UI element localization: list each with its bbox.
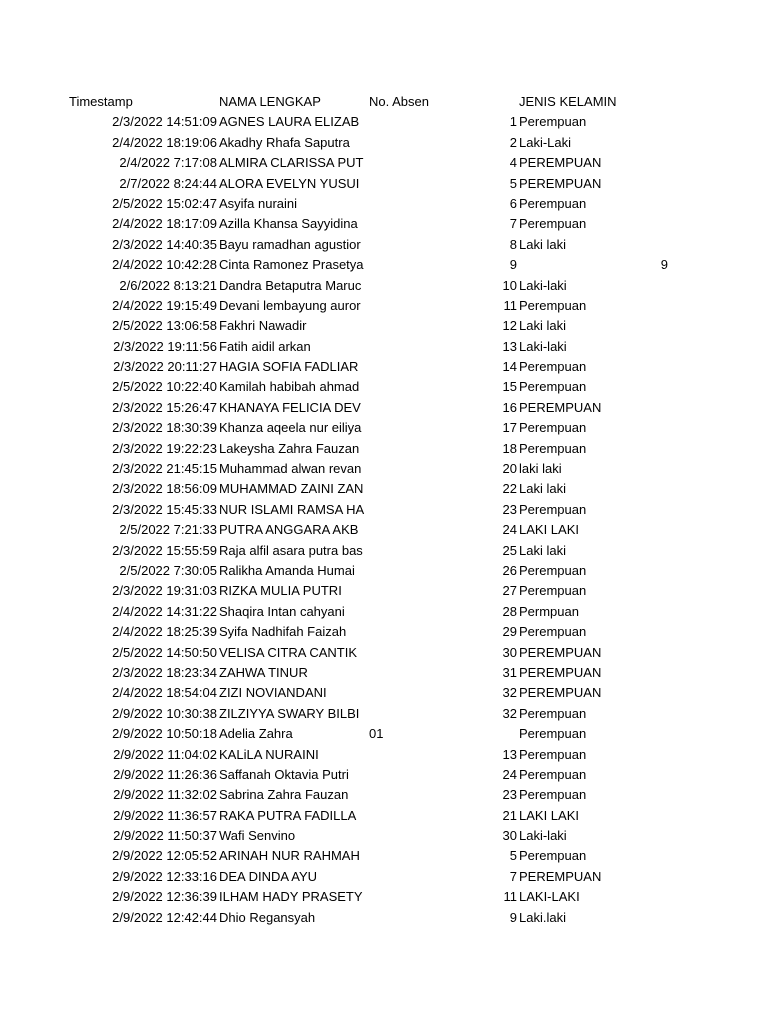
cell-jenis-kelamin: Laki laki (519, 542, 566, 558)
cell-no-absen: 7 (509, 868, 517, 884)
cell-no-absen: 24 (502, 766, 517, 782)
cell-timestamp: 2/9/2022 11:04:02 (113, 746, 217, 762)
header-no-absen: No. Absen (369, 94, 429, 109)
cell-nama-lengkap: ZIZI NOVIANDANI (219, 685, 327, 701)
cell-nama-lengkap: Azilla Khansa Sayyidina (219, 216, 358, 232)
table-row (0, 867, 768, 887)
cell-nama-lengkap: DEA DINDA AYU (219, 868, 318, 884)
cell-jenis-kelamin: PEREMPUAN (519, 685, 602, 701)
cell-no-absen: 9 (509, 257, 517, 273)
cell-jenis-kelamin: Laki laki (519, 318, 566, 334)
cell-timestamp: 2/6/2022 8:13:21 (119, 277, 217, 293)
cell-jenis-kelamin: PEREMPUAN (519, 399, 602, 415)
cell-jenis-kelamin: laki laki (519, 461, 562, 477)
table-row (0, 296, 768, 316)
cell-timestamp: 2/3/2022 15:55:59 (112, 542, 217, 558)
table-row (0, 214, 768, 234)
table-row (0, 276, 768, 296)
cell-no-absen: 14 (502, 359, 517, 375)
cell-no-absen: 23 (502, 501, 517, 517)
cell-timestamp: 2/9/2022 10:50:18 (112, 726, 217, 742)
cell-no-absen: 28 (502, 603, 517, 619)
table-row (0, 846, 768, 866)
cell-jenis-kelamin: Perempuan (519, 420, 587, 436)
cell-nama-lengkap: Devani lembayung auror (219, 297, 361, 313)
header-nama-lengkap: NAMA LENGKAP (219, 94, 321, 109)
cell-no-absen: 32 (502, 685, 517, 701)
cell-jenis-kelamin: Perempuan (519, 195, 587, 211)
cell-timestamp: 2/4/2022 7:17:08 (119, 155, 217, 171)
cell-no-absen: 22 (502, 481, 517, 497)
cell-nama-lengkap: Lakeysha Zahra Fauzan (219, 440, 360, 456)
cell-no-absen: 01 (369, 726, 384, 742)
header-jenis-kelamin: JENIS KELAMIN (519, 94, 617, 109)
cell-timestamp: 2/3/2022 14:51:09 (112, 114, 217, 130)
table-row (0, 357, 768, 377)
table-row (0, 133, 768, 153)
cell-timestamp: 2/3/2022 18:56:09 (112, 481, 217, 497)
table-row (0, 479, 768, 499)
table-row (0, 643, 768, 663)
cell-nama-lengkap: ALORA EVELYN YUSUI (219, 175, 360, 191)
header-row (0, 92, 768, 112)
cell-timestamp: 2/3/2022 19:22:23 (112, 440, 217, 456)
cell-jenis-kelamin: Permpuan (519, 603, 579, 619)
cell-nama-lengkap: Adelia Zahra (219, 726, 293, 742)
cell-jenis-kelamin: Laki laki (519, 481, 566, 497)
cell-timestamp: 2/3/2022 18:23:34 (112, 664, 217, 680)
cell-no-absen: 30 (502, 644, 517, 660)
cell-nama-lengkap: ZAHWA TINUR (219, 664, 308, 680)
cell-nama-lengkap: Ralikha Amanda Humai (219, 562, 355, 578)
table-row (0, 520, 768, 540)
cell-no-absen: 4 (509, 155, 517, 171)
cell-jenis-kelamin: Perempuan (519, 624, 587, 640)
cell-jenis-kelamin: Perempuan (519, 746, 587, 762)
cell-no-absen: 9 (509, 909, 517, 925)
table-row (0, 765, 768, 785)
cell-jenis-kelamin: Laki laki (519, 236, 566, 252)
cell-timestamp: 2/4/2022 19:15:49 (112, 297, 217, 313)
cell-nama-lengkap: AGNES LAURA ELIZAB (219, 114, 360, 130)
cell-no-absen: 17 (502, 420, 517, 436)
cell-nama-lengkap: Shaqira Intan cahyani (219, 603, 345, 619)
table-row (0, 724, 768, 744)
cell-nama-lengkap: Fatih aidil arkan (219, 338, 311, 354)
cell-nama-lengkap: Raja alfil asara putra bas (219, 542, 363, 558)
cell-nama-lengkap: Khanza aqeela nur eiliya (219, 420, 362, 436)
cell-timestamp: 2/5/2022 7:30:05 (119, 562, 217, 578)
cell-nama-lengkap: Dhio Regansyah (219, 909, 316, 925)
cell-nama-lengkap: ILHAM HADY PRASETY (219, 889, 363, 905)
table-row (0, 153, 768, 173)
cell-jenis-kelamin: Laki-laki (519, 338, 567, 354)
cell-nama-lengkap: MUHAMMAD ZAINI ZAN (219, 481, 364, 497)
cell-timestamp: 2/9/2022 12:33:16 (112, 868, 217, 884)
cell-no-absen: 24 (502, 522, 517, 538)
cell-no-absen: 26 (502, 562, 517, 578)
cell-timestamp: 2/9/2022 10:30:38 (112, 705, 217, 721)
cell-timestamp: 2/4/2022 18:17:09 (112, 216, 217, 232)
cell-jenis-kelamin: PEREMPUAN (519, 664, 602, 680)
cell-no-absen: 11 (503, 297, 517, 313)
cell-jenis-kelamin: PEREMPUAN (519, 868, 602, 884)
cell-jenis-kelamin: Laki-Laki (519, 134, 572, 150)
cell-no-absen: 6 (509, 195, 517, 211)
cell-timestamp: 2/9/2022 11:26:36 (113, 766, 217, 782)
cell-jenis-kelamin: Perempuan (519, 114, 587, 130)
cell-timestamp: 2/3/2022 15:45:33 (112, 501, 217, 517)
table-row (0, 704, 768, 724)
cell-timestamp: 2/5/2022 14:50:50 (112, 644, 217, 660)
cell-jenis-kelamin: Perempuan (519, 848, 587, 864)
cell-nama-lengkap: HAGIA SOFIA FADLIAR (219, 359, 359, 375)
cell-extra: 9 (660, 257, 668, 273)
cell-no-absen: 12 (502, 318, 517, 334)
cell-timestamp: 2/9/2022 11:50:37 (113, 828, 217, 844)
table-row (0, 255, 768, 275)
cell-timestamp: 2/9/2022 11:32:02 (113, 787, 217, 803)
cell-nama-lengkap: ARINAH NUR RAHMAH (219, 848, 360, 864)
cell-jenis-kelamin: Perempuan (519, 787, 587, 803)
cell-timestamp: 2/7/2022 8:24:44 (119, 175, 217, 191)
table-row (0, 500, 768, 520)
table-row (0, 622, 768, 642)
cell-jenis-kelamin: PEREMPUAN (519, 175, 602, 191)
cell-no-absen: 21 (502, 807, 517, 823)
cell-nama-lengkap: Sabrina Zahra Fauzan (219, 787, 349, 803)
table-row (0, 194, 768, 214)
cell-nama-lengkap: PUTRA ANGGARA AKB (219, 522, 359, 538)
header-timestamp: Timestamp (69, 94, 133, 109)
cell-jenis-kelamin: Perempuan (519, 562, 587, 578)
spreadsheet (0, 92, 768, 928)
cell-no-absen: 20 (502, 461, 517, 477)
cell-no-absen: 13 (502, 746, 517, 762)
cell-timestamp: 2/4/2022 10:42:28 (112, 257, 217, 273)
cell-no-absen: 13 (502, 338, 517, 354)
cell-nama-lengkap: KALiLA NURAINI (219, 746, 319, 762)
cell-no-absen: 23 (502, 787, 517, 803)
cell-jenis-kelamin: Laki-laki (519, 277, 567, 293)
table-row (0, 745, 768, 765)
cell-timestamp: 2/3/2022 15:26:47 (112, 399, 217, 415)
cell-jenis-kelamin: PEREMPUAN (519, 155, 602, 171)
cell-timestamp: 2/9/2022 12:42:44 (112, 909, 217, 925)
cell-nama-lengkap: Fakhri Nawadir (219, 318, 307, 334)
cell-nama-lengkap: ZILZIYYA SWARY BILBI (219, 705, 360, 721)
cell-timestamp: 2/3/2022 14:40:35 (112, 236, 217, 252)
table-row (0, 541, 768, 561)
cell-nama-lengkap: RIZKA MULIA PUTRI (219, 583, 342, 599)
table-row (0, 908, 768, 928)
cell-jenis-kelamin: LAKI-LAKI (519, 889, 580, 905)
cell-no-absen: 29 (502, 624, 517, 640)
table-row (0, 683, 768, 703)
cell-no-absen: 10 (502, 277, 517, 293)
table-row (0, 439, 768, 459)
table-row (0, 235, 768, 255)
cell-nama-lengkap: Syifa Nadhifah Faizah (219, 624, 347, 640)
table-row (0, 316, 768, 336)
cell-jenis-kelamin: Perempuan (519, 297, 587, 313)
cell-jenis-kelamin: Laki-laki (519, 828, 567, 844)
cell-jenis-kelamin: Perempuan (519, 766, 587, 782)
cell-jenis-kelamin: Perempuan (519, 440, 587, 456)
cell-timestamp: 2/3/2022 19:31:03 (112, 583, 217, 599)
table-body (0, 112, 768, 928)
cell-nama-lengkap: Wafi Senvino (219, 828, 296, 844)
cell-no-absen: 8 (509, 236, 517, 252)
cell-jenis-kelamin: PEREMPUAN (519, 644, 602, 660)
cell-jenis-kelamin: Laki.laki (519, 909, 566, 925)
cell-nama-lengkap: Asyifa nuraini (219, 195, 298, 211)
cell-no-absen: 16 (502, 399, 517, 415)
table-row (0, 581, 768, 601)
cell-timestamp: 2/9/2022 12:05:52 (112, 848, 217, 864)
cell-timestamp: 2/4/2022 18:54:04 (112, 685, 217, 701)
table-row (0, 602, 768, 622)
cell-nama-lengkap: Akadhy Rhafa Saputra (219, 134, 350, 150)
cell-timestamp: 2/4/2022 18:19:06 (112, 134, 217, 150)
cell-no-absen: 2 (509, 134, 517, 150)
table-row (0, 459, 768, 479)
cell-jenis-kelamin: LAKI LAKI (519, 807, 579, 823)
cell-timestamp: 2/3/2022 18:30:39 (112, 420, 217, 436)
table-row (0, 887, 768, 907)
cell-timestamp: 2/3/2022 19:11:56 (113, 338, 217, 354)
cell-timestamp: 2/4/2022 18:25:39 (112, 624, 217, 640)
cell-jenis-kelamin: Perempuan (519, 583, 587, 599)
cell-nama-lengkap: ALMIRA CLARISSA PUT (219, 155, 364, 171)
cell-timestamp: 2/9/2022 12:36:39 (112, 889, 217, 905)
cell-no-absen: 18 (502, 440, 517, 456)
table-row (0, 174, 768, 194)
cell-no-absen: 32 (502, 705, 517, 721)
table-row (0, 785, 768, 805)
cell-timestamp: 2/3/2022 20:11:27 (113, 359, 217, 375)
table-row (0, 337, 768, 357)
cell-no-absen: 1 (509, 114, 517, 130)
cell-nama-lengkap: VELISA CITRA CANTIK (219, 644, 357, 660)
cell-jenis-kelamin: Perempuan (519, 705, 587, 721)
table-row (0, 112, 768, 132)
cell-no-absen: 30 (502, 828, 517, 844)
table-row (0, 806, 768, 826)
cell-nama-lengkap: Muhammad alwan revan (219, 461, 362, 477)
cell-timestamp: 2/5/2022 10:22:40 (112, 379, 217, 395)
cell-jenis-kelamin: Perempuan (519, 359, 587, 375)
cell-no-absen: 31 (502, 664, 517, 680)
cell-no-absen: 25 (502, 542, 517, 558)
table-row (0, 561, 768, 581)
cell-nama-lengkap: Bayu ramadhan agustior (219, 236, 361, 252)
cell-jenis-kelamin: LAKI LAKI (519, 522, 579, 538)
table-row (0, 377, 768, 397)
cell-nama-lengkap: Dandra Betaputra Maruc (219, 277, 362, 293)
cell-no-absen: 27 (502, 583, 517, 599)
cell-nama-lengkap: Kamilah habibah ahmad (219, 379, 360, 395)
cell-nama-lengkap: NUR ISLAMI RAMSA HA (219, 501, 365, 517)
cell-nama-lengkap: RAKA PUTRA FADILLA (219, 807, 357, 823)
cell-no-absen: 5 (509, 848, 517, 864)
cell-nama-lengkap: KHANAYA FELICIA DEV (219, 399, 361, 415)
cell-nama-lengkap: Cinta Ramonez Prasetya (219, 257, 364, 273)
table-row (0, 663, 768, 683)
cell-timestamp: 2/4/2022 14:31:22 (112, 603, 217, 619)
cell-timestamp: 2/9/2022 11:36:57 (113, 807, 217, 823)
cell-timestamp: 2/3/2022 21:45:15 (112, 461, 217, 477)
cell-jenis-kelamin: Perempuan (519, 216, 587, 232)
cell-nama-lengkap: Saffanah Oktavia Putri (219, 766, 349, 782)
cell-no-absen: 7 (509, 216, 517, 232)
table-row (0, 398, 768, 418)
cell-timestamp: 2/5/2022 7:21:33 (119, 522, 217, 538)
cell-timestamp: 2/5/2022 15:02:47 (112, 195, 217, 211)
cell-timestamp: 2/5/2022 13:06:58 (112, 318, 217, 334)
cell-no-absen: 11 (503, 889, 517, 905)
cell-jenis-kelamin: Perempuan (519, 379, 587, 395)
cell-no-absen: 15 (502, 379, 517, 395)
cell-jenis-kelamin: Perempuan (519, 726, 587, 742)
table-row (0, 826, 768, 846)
table-row (0, 418, 768, 438)
cell-jenis-kelamin: Perempuan (519, 501, 587, 517)
cell-no-absen: 5 (509, 175, 517, 191)
